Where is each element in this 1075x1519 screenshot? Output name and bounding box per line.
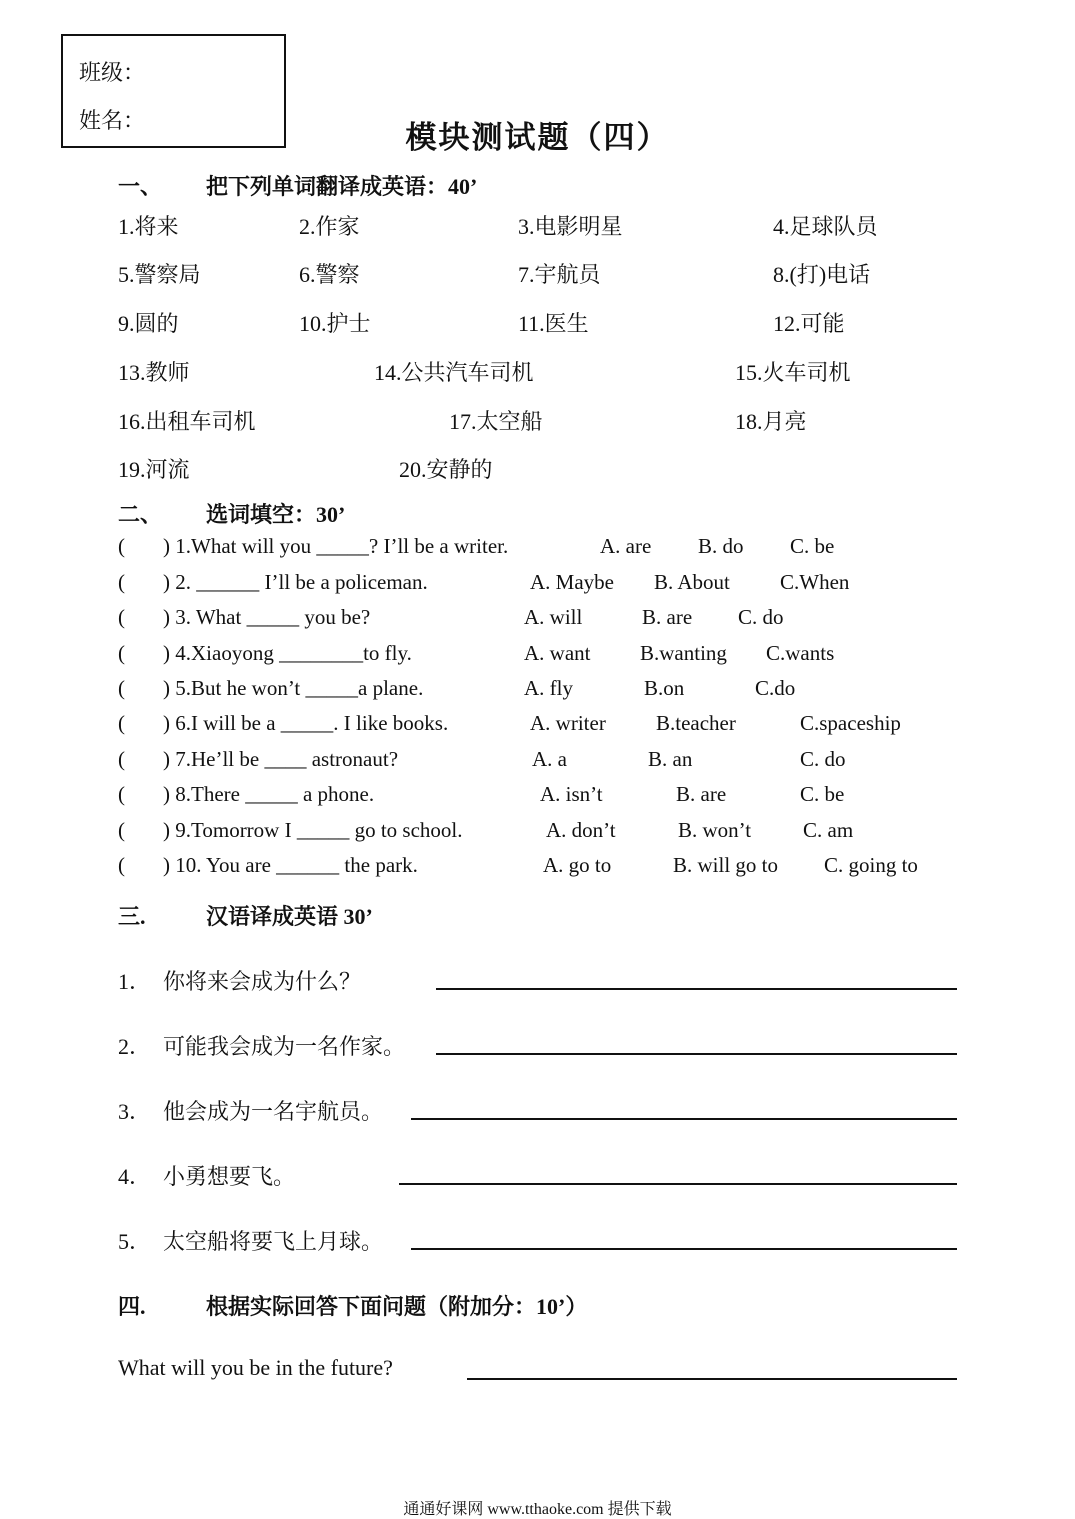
extra-question: What will you be in the future? bbox=[118, 1355, 393, 1380]
word-item: 4.足球队员 bbox=[773, 214, 878, 239]
item-number: 1． bbox=[118, 969, 152, 994]
chinese-sentence: 他会成为一名宇航员。 bbox=[163, 1099, 384, 1124]
option-a: A. don’t bbox=[546, 818, 616, 842]
answer-paren: ( bbox=[118, 641, 125, 665]
section-2-heading: 二、 选词填空：30’ bbox=[118, 502, 346, 527]
page-title: 模块测试题（四） bbox=[405, 120, 670, 155]
word-item: 3.电影明星 bbox=[518, 214, 623, 239]
question-stem: ) 4.Xiaoyong ________to fly. bbox=[163, 641, 412, 665]
word-item: 16.出租车司机 bbox=[118, 409, 256, 434]
word-item: 18.月亮 bbox=[735, 409, 807, 434]
option-c: C. do bbox=[800, 747, 846, 771]
answer-line[interactable] bbox=[436, 1053, 957, 1055]
word-item: 7.宇航员 bbox=[518, 262, 601, 287]
word-item: 9.圆的 bbox=[118, 311, 179, 336]
word-item: 13.教师 bbox=[118, 360, 190, 385]
answer-line[interactable] bbox=[436, 988, 957, 990]
class-label: 班级： bbox=[79, 60, 146, 85]
option-b: B.on bbox=[644, 676, 685, 700]
answer-paren: ( bbox=[118, 570, 125, 594]
option-c: C.spaceship bbox=[800, 711, 901, 735]
word-item: 15.火车司机 bbox=[735, 360, 851, 385]
word-item: 2.作家 bbox=[299, 214, 360, 239]
word-item: 10.护士 bbox=[299, 311, 371, 336]
answer-line[interactable] bbox=[411, 1118, 957, 1120]
answer-line[interactable] bbox=[411, 1248, 957, 1250]
word-item: 19.河流 bbox=[118, 457, 190, 482]
chinese-sentence: 小勇想要飞。 bbox=[163, 1164, 296, 1189]
question-stem: ) 9.Tomorrow I _____ go to school. bbox=[163, 818, 463, 842]
option-b: B.teacher bbox=[656, 711, 736, 735]
option-a: A. are bbox=[600, 534, 652, 558]
item-number: 4． bbox=[118, 1164, 152, 1189]
answer-line[interactable] bbox=[399, 1183, 957, 1185]
section-3-heading: 三. 汉语译成英语 30’ bbox=[118, 904, 373, 929]
word-item: 14.公共汽车司机 bbox=[374, 360, 534, 385]
option-a: A. go to bbox=[543, 853, 612, 877]
option-b: B. do bbox=[698, 534, 744, 558]
option-c: C. do bbox=[738, 605, 784, 629]
option-a: A. writer bbox=[530, 711, 606, 735]
option-c: C. am bbox=[803, 818, 854, 842]
question-stem: ) 1.What will you _____? I’ll be a writer. bbox=[163, 534, 509, 558]
option-b: B. About bbox=[654, 570, 730, 594]
option-c: C.When bbox=[780, 570, 850, 594]
question-stem: ) 3. What _____ you be? bbox=[163, 605, 371, 629]
answer-paren: ( bbox=[118, 605, 125, 629]
item-number: 5． bbox=[118, 1229, 152, 1254]
answer-paren: ( bbox=[118, 711, 125, 735]
word-item: 6.警察 bbox=[299, 262, 360, 287]
word-item: 8.(打)电话 bbox=[773, 262, 871, 287]
option-c: C.do bbox=[755, 676, 796, 700]
option-a: A. want bbox=[524, 641, 591, 665]
option-c: C.wants bbox=[766, 641, 835, 665]
word-item: 5.警察局 bbox=[118, 262, 201, 287]
question-stem: ) 6.I will be a _____. I like books. bbox=[163, 711, 449, 735]
option-c: C. be bbox=[790, 534, 835, 558]
chinese-sentence: 可能我会成为一名作家。 bbox=[163, 1034, 406, 1059]
answer-line[interactable] bbox=[467, 1378, 957, 1380]
question-stem: ) 5.But he won’t _____a plane. bbox=[163, 676, 424, 700]
answer-paren: ( bbox=[118, 534, 125, 558]
option-c: C. be bbox=[800, 782, 845, 806]
question-stem: ) 7.He’ll be ____ astronaut? bbox=[163, 747, 399, 771]
item-number: 3． bbox=[118, 1099, 152, 1124]
option-a: A. Maybe bbox=[530, 570, 614, 594]
section-4-heading: 四. 根据实际回答下面问题（附加分：10’） bbox=[118, 1294, 588, 1319]
option-b: B. an bbox=[648, 747, 693, 771]
answer-paren: ( bbox=[118, 676, 125, 700]
option-c: C. going to bbox=[824, 853, 918, 877]
option-a: A. a bbox=[532, 747, 567, 771]
option-b: B. will go to bbox=[673, 853, 779, 877]
option-b: B.wanting bbox=[640, 641, 727, 665]
option-b: B. are bbox=[676, 782, 727, 806]
word-item: 17.太空船 bbox=[449, 409, 543, 434]
chinese-sentence: 太空船将要飞上月球。 bbox=[163, 1229, 384, 1254]
word-item: 20.安静的 bbox=[399, 457, 493, 482]
answer-paren: ( bbox=[118, 782, 125, 806]
answer-paren: ( bbox=[118, 818, 125, 842]
answer-paren: ( bbox=[118, 747, 125, 771]
word-item: 11.医生 bbox=[518, 311, 589, 336]
question-stem: ) 8.There _____ a phone. bbox=[163, 782, 375, 806]
item-number: 2． bbox=[118, 1034, 152, 1059]
word-item: 12.可能 bbox=[773, 311, 845, 336]
question-stem: ) 2. ______ I’ll be a policeman. bbox=[163, 570, 428, 594]
name-label: 姓名： bbox=[79, 108, 146, 133]
option-b: B. won’t bbox=[678, 818, 752, 842]
chinese-sentence: 你将来会成为什么？ bbox=[163, 969, 362, 994]
word-item: 1.将来 bbox=[118, 214, 179, 239]
option-b: B. are bbox=[642, 605, 693, 629]
option-a: A. will bbox=[524, 605, 583, 629]
option-a: A. isn’t bbox=[540, 782, 603, 806]
option-a: A. fly bbox=[524, 676, 573, 700]
footer-text: 通通好课网 www.tthaoke.com 提供下载 bbox=[403, 1501, 672, 1518]
question-stem: ) 10. You are ______ the park. bbox=[163, 853, 418, 877]
section-1-heading: 一、 把下列单词翻译成英语：40’ bbox=[118, 174, 478, 199]
answer-paren: ( bbox=[118, 853, 125, 877]
